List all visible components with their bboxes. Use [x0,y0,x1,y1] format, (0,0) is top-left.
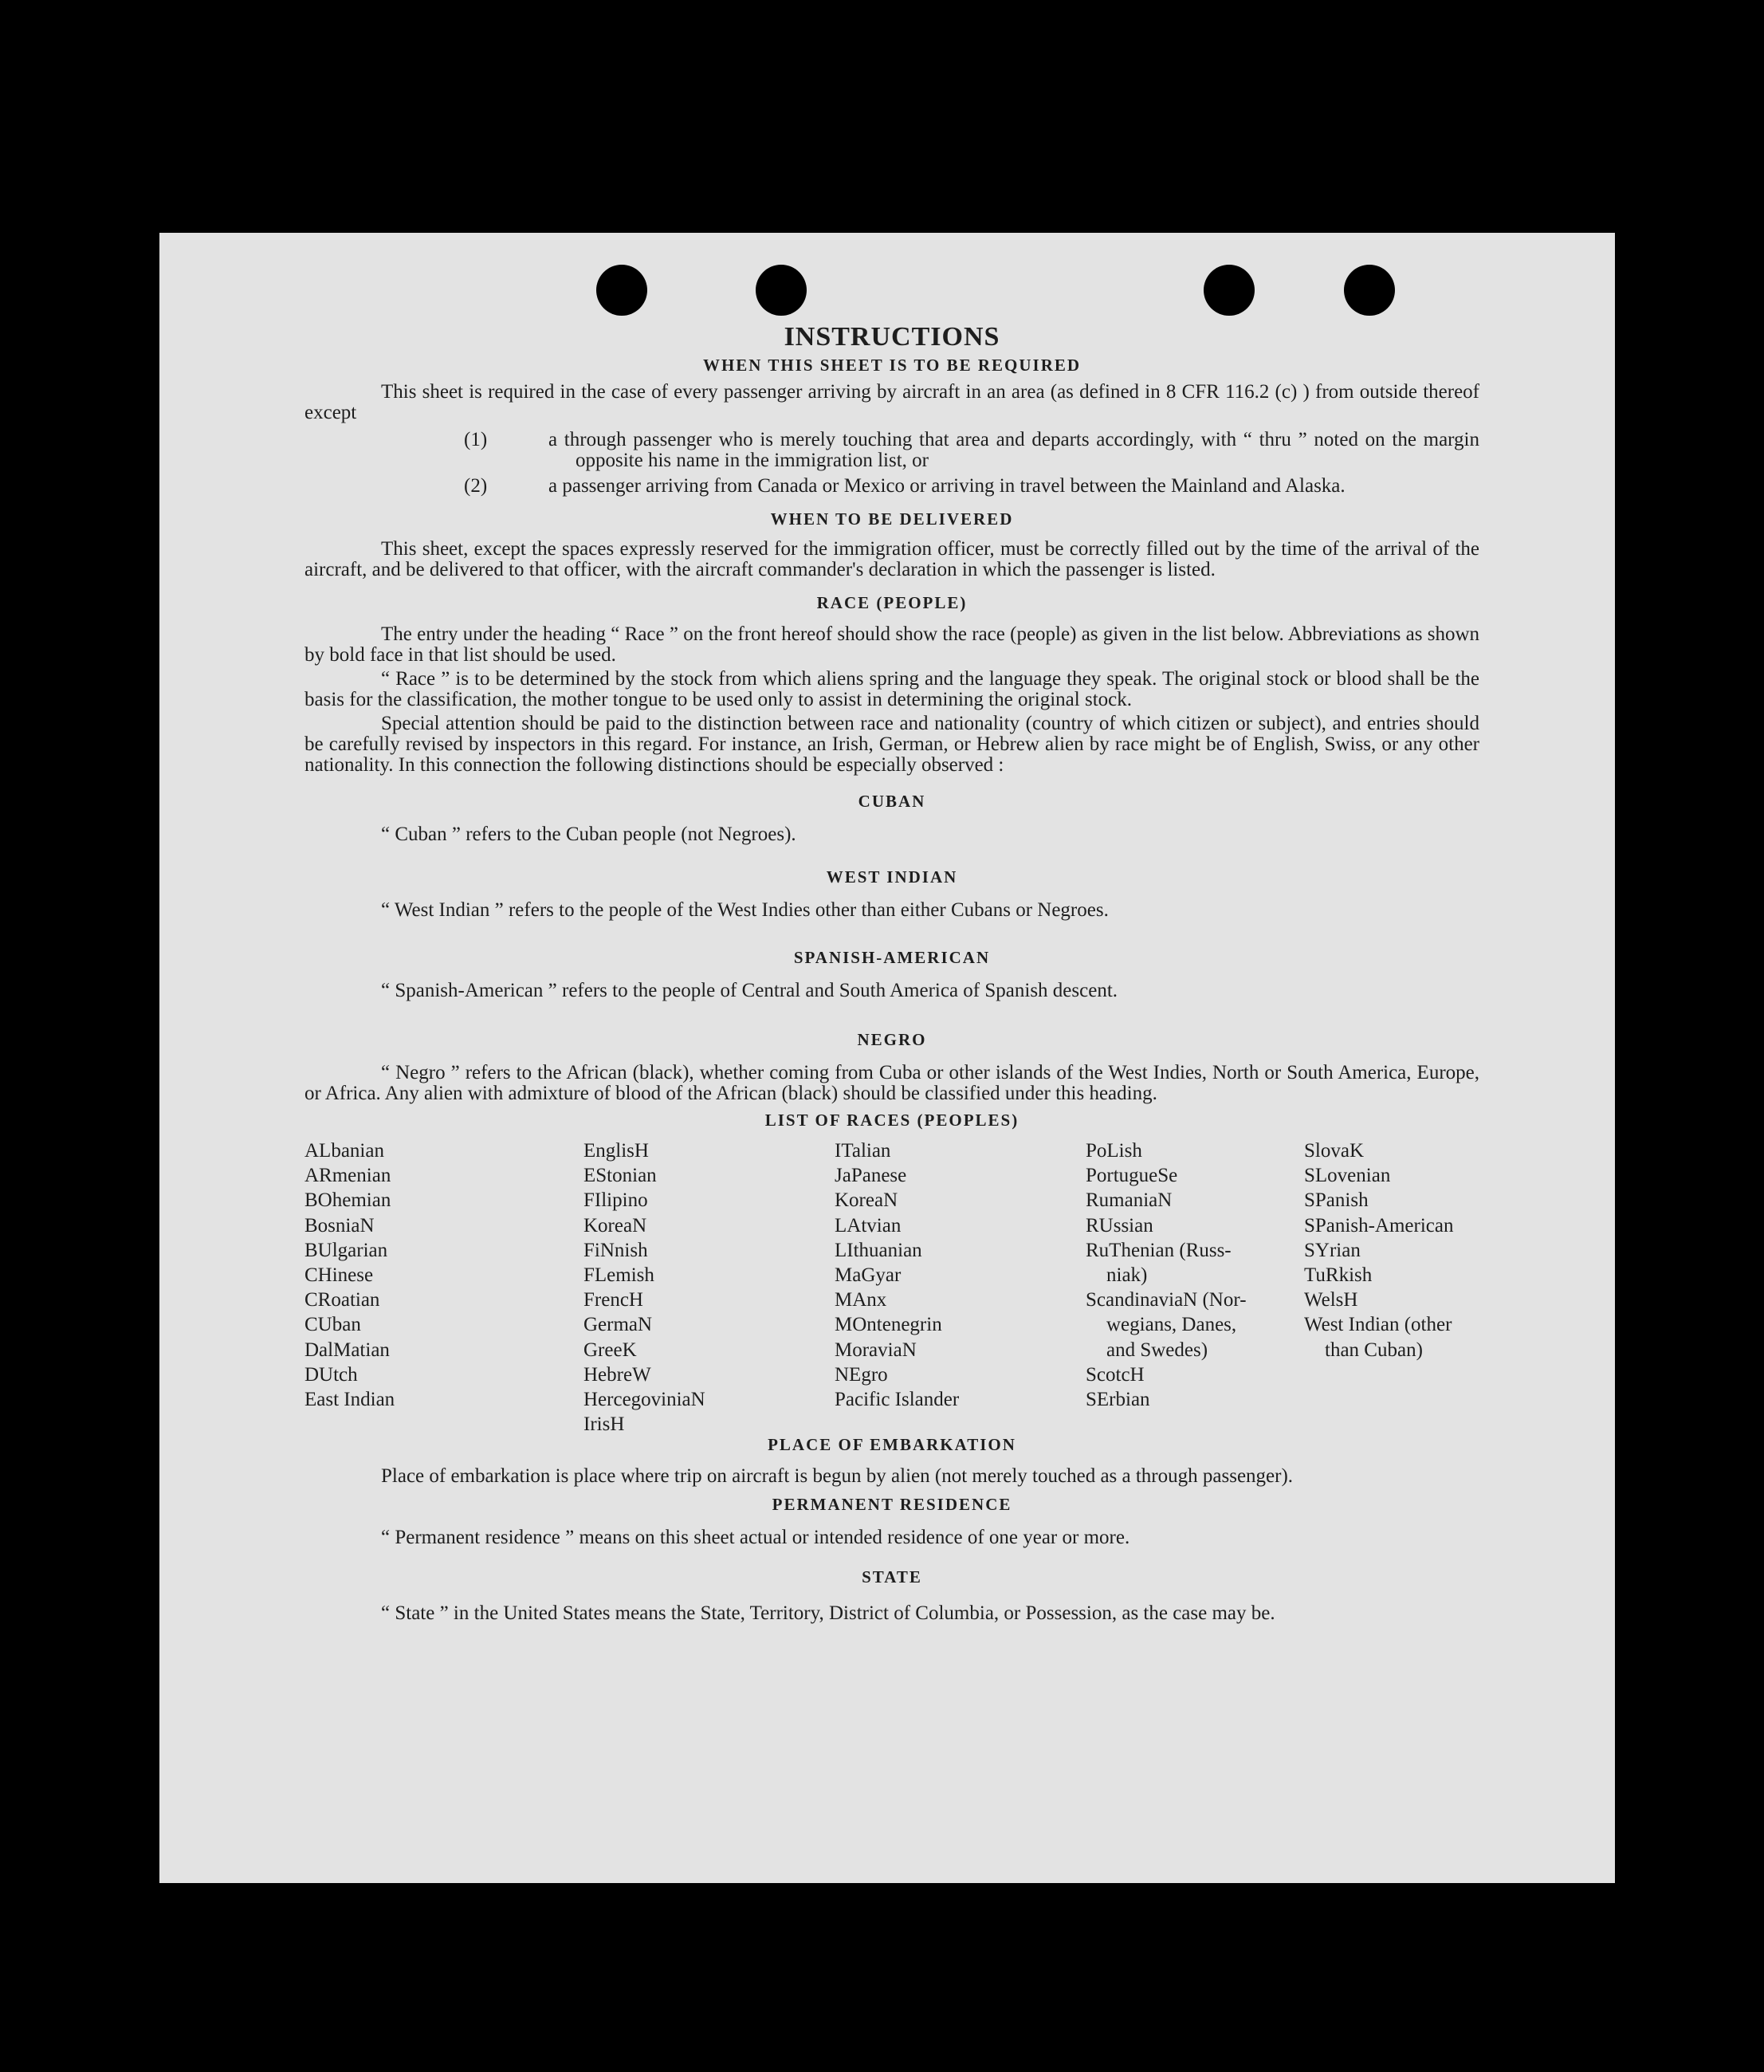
race-entry: HebreW [583,1363,651,1386]
race-entry: BOhemian [304,1189,391,1212]
race-entry: PortugueSe [1086,1165,1178,1187]
heading-cuban: CUBAN [858,792,926,811]
race-entry: KoreaN [835,1189,898,1212]
race-column-3 [835,1138,959,1412]
race-entry: SPanish [1304,1189,1369,1212]
para-embarkation: Place of embarkation is place where trip on aircraft is begun by alien (not merely touched as a through passenger). [381,1465,1294,1487]
race-entry: MaGyar [835,1264,902,1287]
heading-negro: NEGRO [857,1030,927,1049]
para-state: “ State ” in the United States means the State, Territory, District of Columbia, or Possession, as the case may be. [381,1602,1275,1624]
race-entry: Pacific Islander [835,1389,960,1411]
race-entry: RUssian [1086,1214,1153,1237]
race-entry: LIthuanian [835,1239,922,1261]
heading-state: STATE [862,1567,922,1586]
race-entry: ARmenian [304,1165,391,1187]
race-entry: JaPanese [835,1165,907,1187]
race-entry: West Indian (other [1304,1314,1452,1336]
race-entry: BUlgarian [304,1239,388,1261]
punch-hole [756,265,807,316]
para-negro: “ Negro ” refers to the African (black), whether coming from Cuba or other islands of the West Indies, North or South America, Europe, or Africa. Any alien with admixture of blood of the African (black) should be classified under this heading. [304,1062,1479,1104]
exception-item-1 [304,430,1479,471]
race-entry: FLemish [583,1264,654,1287]
para-race-3: Special attention should be paid to the distinction between race and nationality (country of which citizen or subject), and entries should be carefully revised by inspectors in this regard. For instance, an Irish, German, or Hebrew alien by race might be of English, Swiss, or any other nationality. In this connection the following distinctions should be especially observed : [304,713,1479,776]
race-entry: East Indian [304,1389,395,1411]
race-column-4 [1086,1138,1247,1412]
race-entry: ScotcH [1086,1363,1145,1386]
race-entry: SlovaK [1304,1140,1364,1162]
race-entry: and Swedes) [1106,1339,1208,1361]
instruction-sheet [159,233,1615,1883]
race-entry: TuRkish [1304,1264,1373,1287]
race-entry: NEgro [835,1363,888,1386]
race-entry: FiNnish [583,1239,648,1261]
race-entry: EStonian [583,1165,657,1187]
item-number: (2) [464,475,488,497]
heading-when-delivered: WHEN TO BE DELIVERED [770,509,1014,529]
race-entry: EnglisH [583,1140,649,1162]
race-entry: PoLish [1086,1140,1142,1162]
race-entry: CRoatian [304,1289,380,1311]
para-cuban: “ Cuban ” refers to the Cuban people (not Negroes). [381,824,796,845]
race-entry: MOntenegrin [835,1314,942,1336]
race-entry: wegians, Danes, [1106,1314,1237,1336]
race-entry: KoreaN [583,1214,647,1237]
race-entry: MoraviaN [835,1339,917,1361]
heading-race: RACE (PEOPLE) [816,593,968,612]
race-entry: CHinese [304,1264,374,1287]
race-column-2 [583,1138,705,1437]
instructions-content [304,322,1479,1627]
race-entry: IrisH [583,1413,625,1436]
para-permanent-residence: “ Permanent residence ” means on this sheet actual or intended residence of one year or more. [381,1527,1130,1548]
item-number: (1) [464,429,488,450]
item-text: a passenger arriving from Canada or Mexico or arriving in travel between the Mainland and Alaska. [548,475,1346,497]
para-when-delivered: This sheet, except the spaces expressly reserved for the immigration officer, must be correctly filled out by the time of the arrival of the aircraft, and be delivered to that officer, with the aircraft commander's declaration in which the passenger is listed. [304,538,1479,580]
exception-item-2 [304,476,1479,497]
race-entry: niak) [1106,1264,1148,1287]
heading-spanish-american: SPANISH-AMERICAN [793,948,991,967]
para-when-required: This sheet is required in the case of every passenger arriving by aircraft in an area (as defined in 8 CFR 116.2 (c) ) from outside thereof except [304,381,1479,423]
race-entry: ALbanian [304,1140,384,1162]
race-entry: BosniaN [304,1214,375,1237]
race-entry: ITalian [835,1140,891,1162]
race-entry: SErbian [1086,1389,1150,1411]
para-race-2: “ Race ” is to be determined by the stock from which aliens spring and the language they speak. The original stock or blood shall be the basis for the classification, the mother tongue to be used only to assist in determining the original stock. [304,668,1479,710]
race-entry: than Cuban) [1325,1339,1423,1361]
race-column-5 [1304,1138,1453,1362]
race-list [304,1138,1479,1436]
page-title: INSTRUCTIONS [784,322,1000,352]
race-entry: GreeK [583,1339,637,1361]
race-column-1 [304,1138,395,1412]
race-entry: FIlipino [583,1189,648,1212]
race-entry: RuThenian (Russ- [1086,1239,1232,1261]
punch-hole [596,265,647,316]
race-entry: DalMatian [304,1339,390,1361]
heading-permanent-residence: PERMANENT RESIDENCE [772,1495,1012,1514]
race-entry: GermaN [583,1314,653,1336]
race-entry: WelsH [1304,1289,1358,1311]
punch-hole [1344,265,1395,316]
heading-west-indian: WEST INDIAN [826,867,958,887]
punch-hole [1204,265,1255,316]
para-spanish-american: “ Spanish-American ” refers to the people of Central and South America of Spanish descent. [381,980,1118,1001]
race-entry: SYrian [1304,1239,1361,1261]
race-entry: SLovenian [1304,1165,1391,1187]
race-entry: DUtch [304,1363,358,1386]
race-entry: RumaniaN [1086,1189,1173,1212]
race-entry: SPanish-American [1304,1214,1454,1237]
race-entry: HercegoviniaN [583,1389,705,1411]
race-entry: FrencH [583,1289,643,1311]
para-west-indian: “ West Indian ” refers to the people of the West Indies other than either Cubans or Negroes. [381,899,1109,921]
race-entry: MAnx [835,1289,887,1311]
race-entry: ScandinaviaN (Nor- [1086,1289,1247,1311]
heading-embarkation: PLACE OF EMBARKATION [768,1435,1016,1454]
item-text: a through passenger who is merely touching that area and departs accordingly, with “ thru ” noted on the margin opposite his name in the immigration list, or [548,429,1479,471]
heading-when-required: WHEN THIS SHEET IS TO BE REQUIRED [702,356,1082,375]
para-race-1: The entry under the heading “ Race ” on the front hereof should show the race (people) as given in the list below. Abbreviations as shown by bold face in that list should be used. [304,623,1479,666]
race-entry: CUban [304,1314,361,1336]
race-entry: LAtvian [835,1214,902,1237]
heading-list-of-races: LIST OF RACES (PEOPLES) [764,1111,1020,1130]
